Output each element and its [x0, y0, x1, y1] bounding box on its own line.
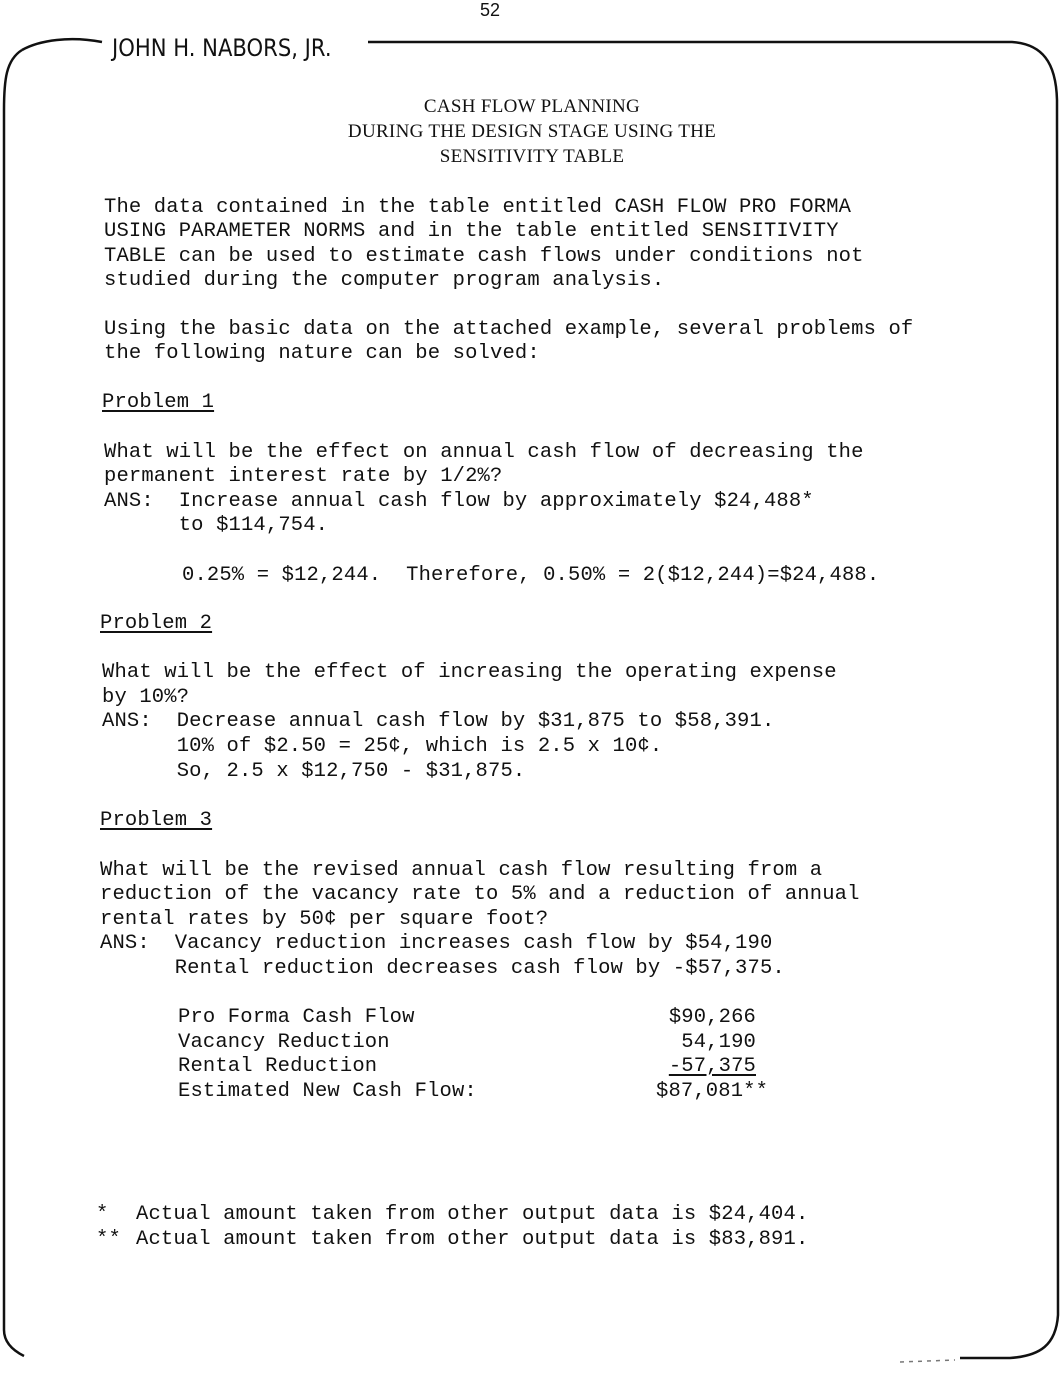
problem-2-question-line-1: What will be the effect of increasing the operating expense	[102, 661, 837, 684]
problem-1-answer-line-1: ANS: Increase annual cash flow by approximately $24,488*	[104, 490, 814, 513]
calc-row-value-3: -57,375	[668, 1055, 756, 1078]
lead-in-line-1: Using the basic data on the attached example, several problems of	[104, 318, 914, 341]
problem-3-answer-line-1: ANS: Vacancy reduction increases cash flow by $54,190	[100, 932, 773, 955]
calc-row-value-2: 54,190	[681, 1031, 756, 1054]
problem-1-heading: Problem 1	[102, 391, 215, 414]
problem-2-question-line-2: by 10%?	[102, 686, 190, 709]
calc-row-value-1: $90,266	[668, 1006, 756, 1029]
problem-2-answer-line-3: So, 2.5 x $12,750 - $31,875.	[102, 760, 526, 783]
problem-3-answer-line-2: Rental reduction decreases cash flow by -$57,375.	[100, 957, 785, 980]
title-line-1: CASH FLOW PLANNING	[423, 96, 641, 117]
border-right-line	[960, 100, 1058, 1358]
border-bottom-dash	[900, 1360, 955, 1362]
problem-1-answer-line-2: to $114,754.	[104, 514, 329, 537]
problem-3-heading: Problem 3	[100, 809, 213, 832]
footnote-1-marker: *	[96, 1203, 109, 1226]
title-line-2: DURING THE DESIGN STAGE USING THE	[347, 121, 717, 142]
intro-line-4: studied during the computer program analysis.	[104, 269, 665, 292]
intro-line-3: TABLE can be used to estimate cash flows under conditions not	[104, 245, 864, 268]
calc-row-value-4: $87,081**	[656, 1080, 769, 1103]
border-top-line	[368, 42, 1057, 100]
author-name: JOHN H. NABORS, JR.	[112, 34, 332, 62]
problem-3-question-line-2: reduction of the vacancy rate to 5% and a reduction of annual	[100, 883, 860, 906]
footnote-1-text: Actual amount taken from other output data is $24,404.	[136, 1203, 809, 1226]
intro-line-1: The data contained in the table entitled CASH FLOW PRO FORMA	[104, 196, 852, 219]
footnote-2-marker: **	[96, 1228, 121, 1251]
problem-1-question-line-1: What will be the effect on annual cash flow of decreasing the	[104, 441, 864, 464]
lead-in-line-2: the following nature can be solved:	[104, 342, 540, 365]
title-line-3: SENSITIVITY TABLE	[439, 146, 625, 167]
calc-row-label-1: Pro Forma Cash Flow	[178, 1006, 415, 1029]
problem-2-heading: Problem 2	[100, 612, 213, 635]
intro-line-2: USING PARAMETER NORMS and in the table entitled SENSITIVITY	[104, 220, 839, 243]
problem-2-answer-line-2: 10% of $2.50 = 25¢, which is 2.5 x 10¢.	[102, 735, 663, 758]
problem-1-question-line-2: permanent interest rate by 1/2%?	[104, 465, 503, 488]
calc-row-label-3: Rental Reduction	[178, 1055, 378, 1078]
problem-1-work-line: 0.25% = $12,244. Therefore, 0.50% = 2($12,244)=$24,488.	[182, 564, 880, 587]
border-top-left-line	[22, 39, 102, 50]
problem-3-question-line-3: rental rates by 50¢ per square foot?	[100, 908, 549, 931]
footnote-2-text: Actual amount taken from other output data is $83,891.	[136, 1228, 809, 1251]
page-number: 52	[480, 0, 501, 20]
problem-3-question-line-1: What will be the revised annual cash flow resulting from a	[100, 859, 823, 882]
calc-row-label-4: Estimated New Cash Flow:	[178, 1080, 477, 1103]
border-left-line	[4, 50, 24, 1356]
calc-row-label-2: Vacancy Reduction	[178, 1031, 390, 1054]
problem-2-answer-line-1: ANS: Decrease annual cash flow by $31,875 to $58,391.	[102, 710, 775, 733]
